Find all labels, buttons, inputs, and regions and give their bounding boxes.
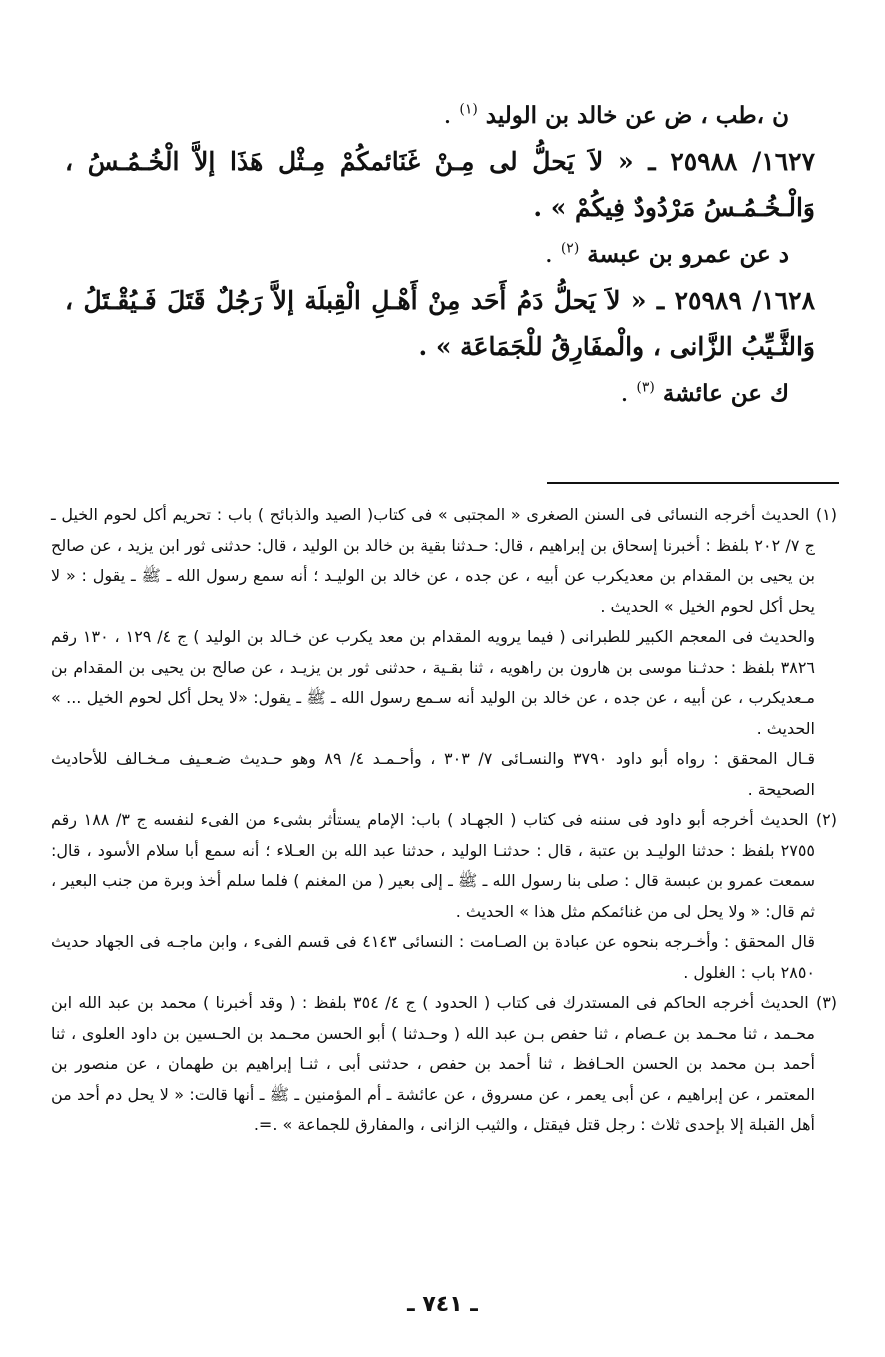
- footnote-2-para-2: [51, 927, 837, 988]
- footnote-divider: [547, 482, 839, 484]
- punctuation: .: [443, 100, 460, 129]
- main-text: [65, 92, 815, 417]
- footnote-label: (١): [815, 505, 838, 524]
- hadith-1627: [65, 139, 815, 231]
- hadith-number: ١٦٢٨/ ٢٥٩٨٩ ـ: [656, 286, 815, 315]
- source-text: د عن عمرو بن عبسة: [587, 241, 789, 268]
- footnote-text: قال المحقق : وأخـرجه بنحوه عن عبادة بن الصـامت : النسائى ٤١٤٣ فى قسم الفىء ، وابن ماجـه فى الجهاد حديث ٢٨٥٠ باب : الغلول .: [51, 932, 815, 982]
- footnote-1-para-3: [51, 744, 837, 805]
- punctuation: .: [544, 239, 561, 268]
- footnote-ref[interactable]: (١): [459, 101, 478, 118]
- footnote-label: (٢): [815, 810, 838, 829]
- source-line-1: [65, 92, 815, 139]
- hadith-text: « لاَ يَحلُّ لى مِـنْ غَنَائمكُمْ مِـثْل هَذَا إلاَّ الْخُـمُـسُ ، وَالْـخُـمُـسُ مَرْدُودٌ فِيكُمْ » .: [65, 147, 815, 222]
- footnote-text: قـال المحقق : رواه أبو داود ٣٧٩٠ والنسـائى ٧/ ٣٠٣ ، وأحـمـد ٤/ ٨٩ وهو حـديث ضـعـيف مـخـالف للأحاديث الصحيحة .: [51, 749, 815, 799]
- hadith-number: ١٦٢٧/ ٢٥٩٨٨ ـ: [648, 147, 816, 176]
- footnote-ref[interactable]: (٢): [560, 240, 580, 257]
- page-number: ـ ٧٤١ ـ: [407, 1292, 478, 1317]
- footnotes: [51, 500, 837, 1141]
- source-text: ن ،طب ، ض عن خالد بن الوليد: [485, 102, 789, 129]
- footnote-1-para-2: [51, 622, 837, 744]
- footnote-3: [51, 988, 837, 1141]
- footnote-text: الحديث أخرجه أبو داود فى سننه فى كتاب ( الجهـاد ) باب: الإمام يستأثر بشىء من الفىء لنفسه ج ٣/ ١٨٨ رقم ٢٧٥٥ بلفظ : حدثنا الوليـد بن عتبة ، قال : حدثنـا الوليد ، حدثنا عبد الله بن العـلاء ؛ أنه سمع أبا سلام الأسود ، قال: سمعت عمرو بن عبسة قال : صلى بنا رسول الله ـ ﷺ ـ إلى بعير ( من المغنم ) فلما سلم أخذ وبرة من جنب البعير ، ثم قال: « ولا يحل لى من غنائمكم مثل هذا » الحديث .: [51, 810, 815, 921]
- hadith-text: « لاَ يَحلُّ دَمُ أَحَد مِنْ أَهْـلِ الْقِبلَة إلاَّ رَجُلٌ قَتَلَ فَـيُقْـتَلُ ، وَالثَّـيِّبُ الزَّانى ، والْمفَارِقُ للْجَمَاعَة » .: [65, 286, 815, 361]
- source-text: ك عن عائشة: [662, 380, 789, 407]
- hadith-1628: [65, 278, 815, 370]
- source-line-3: [65, 370, 815, 417]
- footnote-2: [51, 805, 837, 927]
- footnote-label: (٣): [815, 993, 838, 1012]
- footnote-1: [51, 500, 837, 622]
- footnote-text: الحديث أخرجه النسائى فى السنن الصغرى « المجتبى » فى كتاب( الصيد والذبائح ) باب : تحريم أكل لحوم الخيل ـ ج ٧/ ٢٠٢ بلفظ : أخبرنا إسحاق بن إبراهيم ، قال: حـدثنا بقية بن خالد بن الوليد ، قال: حدثنى ثور ابن يزيد ، عن صالح بن يحيى بن المقدام بن معديكرب عن أبيه ، عن جده ، عن خالد بن الوليـد ؛ أنه سمع رسول الله ـ ﷺ ـ يقول : « لا يحل أكل لحوم الخيل » الحديث .: [51, 505, 815, 616]
- source-line-2: [65, 231, 815, 278]
- footnote-text: والحديث فى المعجم الكبير للطبرانى ( فيما يرويه المقدام بن معد يكرب عن خـالد بن الوليد ) ج ٤/ ١٢٩ ، ١٣٠ رقم ٣٨٢٦ بلفظ : حدثـنا موسى بن هارون بن راهويه ، ثنا بقـية ، حدثنى ثور بن يزيـد ، عن صالح بن يحيى بن المقدام بن مـعديكرب ، عن أبيه ، عن جده ، عن خالد بن الوليد أنه سـمع رسول الله ـ ﷺ ـ يقول: «لا يحل أكل لحوم الخيل ... » الحديث .: [51, 627, 816, 738]
- footnote-ref[interactable]: (٣): [636, 379, 655, 396]
- footnote-text: الحديث أخرجه الحاكم فى المستدرك فى كتاب ( الحدود ) ج ٤/ ٣٥٤ بلفظ : ( وقد أخبرنا ) محمد بن عبد الله ابن محـمد ، ثنا محـمد بن عـصام ، ثنا حفص بـن عبد الله ( وحـدثنا ) أبو الحسن محـمد بن الحـسين بن داود العلوى ، ثنا أحمد بـن محمد بن الحسن الحـافظ ، ثنا أحمد بن حفص ، حدثنى أبى ، ثنـا إبراهيم بن طهمان ، عن منصور بن المعتمر ، عن إبراهيم ، عن أبى يعمر ، عن مسروق ، عن عائشة ـ أم المؤمنين ـ ﷺ ـ أنها قالت: « لا يحل دم أحد من أهل القبلة إلا بإحدى ثلاث : رجل قتل فيقتل ، والثيب الزانى ، والمفارق للجماعة » .=.: [51, 993, 815, 1134]
- punctuation: .: [620, 378, 637, 407]
